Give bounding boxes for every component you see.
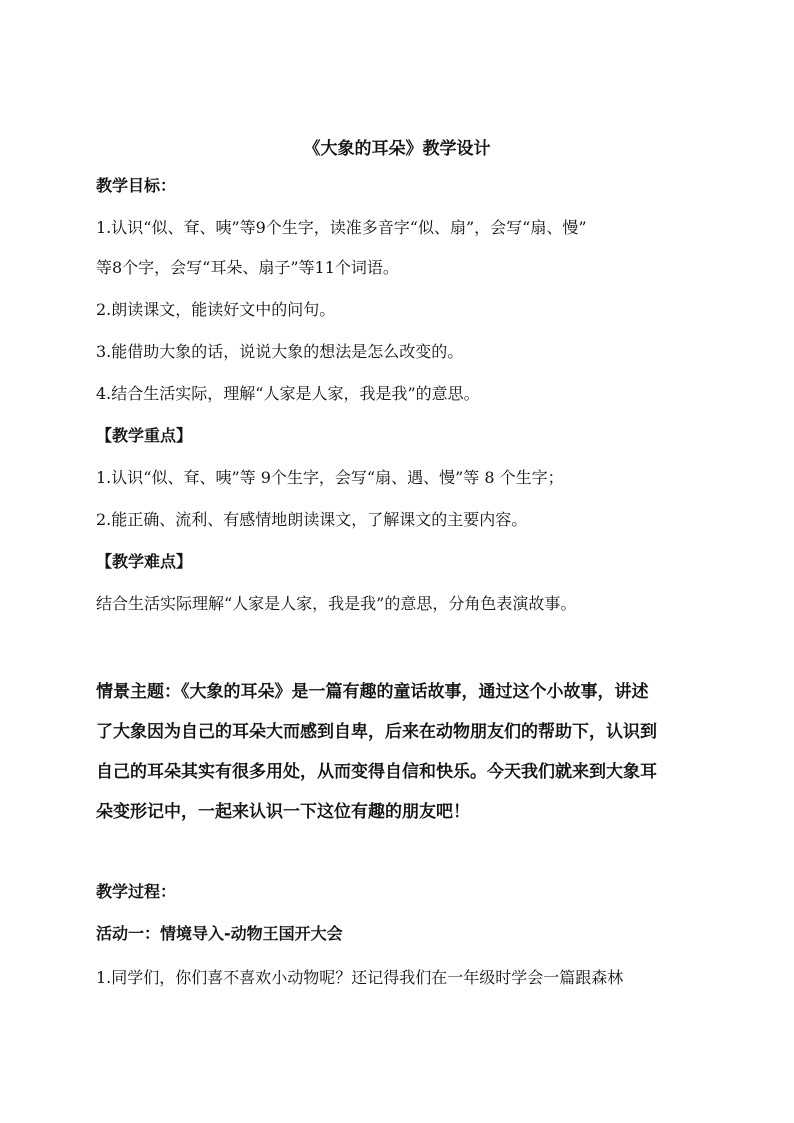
goal-line-1: 1.认识“似、耷、咦”等9个生字，读准多音字“似、扇”，会写“扇、慢” xyxy=(96,218,587,237)
document-title: 《大象的耳朵》教学设计 xyxy=(303,139,491,159)
process-heading: 教学过程： xyxy=(96,882,177,901)
goals-heading: 教学目标： xyxy=(96,176,177,195)
goal-line-3: 2.朗读课文，能读好文中的问句。 xyxy=(96,300,336,319)
theme-line-3: 自己的耳朵其实有很多用处，从而变得自信和快乐。今天我们就来到大象耳 xyxy=(96,762,657,782)
goal-line-4: 3.能借助大象的话，说说大象的想法是怎么改变的。 xyxy=(96,342,464,361)
key-point-2: 2.能正确、流利、有感情地朗读课文，了解课文的主要内容。 xyxy=(96,510,528,529)
theme-line-1: 情景主题：《大象的耳朵》是一篇有趣的童话故事，通过这个小故事，讲述 xyxy=(96,682,649,702)
difficulty-heading: 【教学难点】 xyxy=(96,552,193,571)
goal-line-2: 等8个字，会写“耳朵、扇子”等11个词语。 xyxy=(96,258,399,277)
key-point-1: 1.认识“似、耷、咦”等 9个生字，会写“扇、遇、慢”等 8 个生字； xyxy=(96,468,564,487)
goal-line-5: 4.结合生活实际，理解“人家是人家，我是我”的意思。 xyxy=(96,384,480,403)
theme-line-4: 朵变形记中，一起来认识一下这位有趣的朋友吧！ xyxy=(96,802,470,822)
activity1-heading: 活动一：情境导入-动物王国开大会 xyxy=(96,924,343,943)
key-points-heading: 【教学重点】 xyxy=(96,426,193,445)
theme-paragraph xyxy=(96,672,708,832)
difficulty-text: 结合生活实际理解“人家是人家，我是我”的意思，分角色表演故事。 xyxy=(96,594,577,613)
theme-line-2: 了大象因为自己的耳朵大而感到自卑，后来在动物朋友们的帮助下，认识到 xyxy=(96,722,657,742)
activity1-line-1: 1.同学们，你们喜不喜欢小动物呢？还记得我们在一年级时学会一篇跟森林 xyxy=(96,968,624,987)
